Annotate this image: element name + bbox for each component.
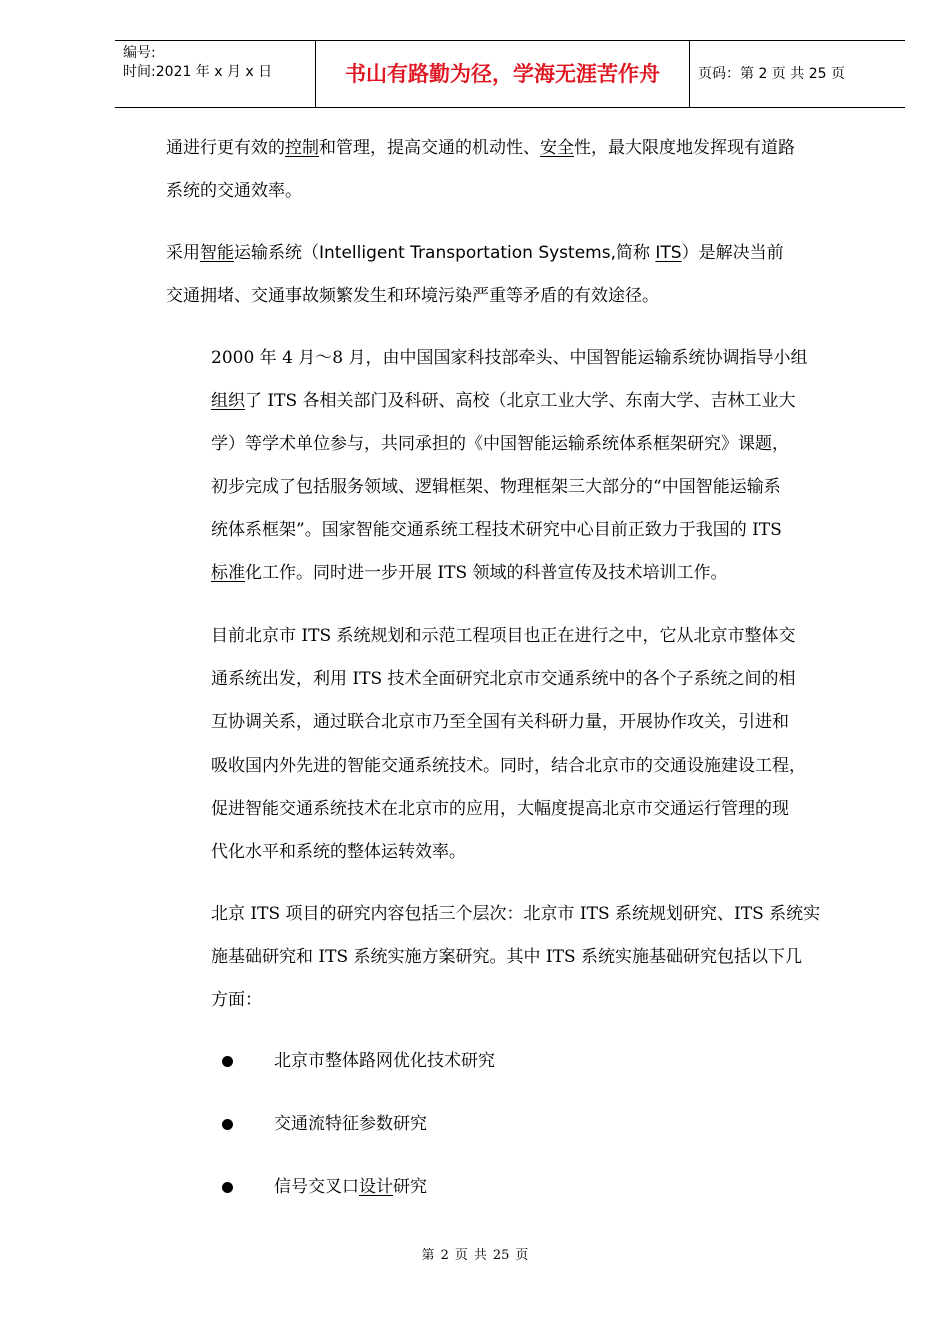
para4-line: 互协调关系，通过联合北京市乃至全国有关科研力量，开展协作攻关，引进和	[211, 712, 789, 732]
link-design[interactable]: 设计	[359, 1177, 393, 1197]
serial-label: 编号:	[123, 45, 156, 61]
footer-page-number: 2	[440, 1248, 449, 1263]
bullet-dot-icon	[222, 1119, 233, 1130]
link-its[interactable]: ITS	[655, 243, 682, 263]
footer-text: 第	[421, 1248, 435, 1263]
para4-line: 吸收国内外先进的智能交通系统技术。同时，结合北京市的交通设施建设工程，	[211, 756, 806, 776]
para5-line: 北京 ITS 项目的研究内容包括三个层次：北京市 ITS 系统规划研究、ITS 系统实	[211, 904, 821, 924]
english-term: Intelligent Transportation Systems,	[319, 243, 616, 263]
footer-text: 共	[473, 1248, 487, 1263]
footer-text: 页	[515, 1248, 529, 1263]
bullet-item-3	[274, 1177, 427, 1198]
text-run: 性，最大限度地发挥现有道路	[574, 138, 795, 158]
header-meta-cell	[115, 41, 316, 107]
link-intelligent[interactable]: 智能	[200, 243, 234, 263]
para3-line5: 统体系框架”。国家智能交通系统工程技术研究中心目前正致力于我国的 ITS	[211, 520, 782, 540]
text-run: 了 ITS 各相关部门及科研、高校（北京工业大学、东南大学、吉林工业大	[245, 391, 796, 411]
para4-line: 目前北京市 ITS 系统规划和示范工程项目也正在进行之中，它从北京市整体交	[211, 626, 796, 646]
footer-total-pages: 25	[492, 1248, 510, 1263]
text-run: ）是解决当前	[681, 243, 784, 263]
header-page-cell	[690, 41, 905, 107]
page-header	[115, 40, 905, 108]
time-line	[123, 63, 272, 81]
para3-line3: 学）等学术单位参与，共同承担的《中国智能运输系统体系框架研究》课题，	[211, 434, 789, 454]
bullet-item-2: 交通流特征参数研究	[274, 1114, 427, 1134]
link-safety[interactable]: 安全	[540, 138, 574, 158]
text-run: 和管理，提高交通的机动性、	[319, 138, 540, 158]
para3-line2	[211, 391, 796, 412]
time-value: 2021 年 x 月 x 日	[155, 64, 273, 80]
header-motto: 书山有路勤为径，学海无涯苦作舟	[345, 61, 660, 86]
para5-line: 施基础研究和 ITS 系统实施方案研究。其中 ITS 系统实施基础研究包括以下几	[211, 947, 803, 967]
page-footer	[0, 1248, 950, 1264]
footer-text: 页	[454, 1248, 468, 1263]
text-run: 通进行更有效的	[166, 138, 285, 158]
bullet-item-1: 北京市整体路网优化技术研究	[274, 1051, 495, 1071]
link-standard[interactable]: 标准	[211, 563, 245, 583]
para4-line: 代化水平和系统的整体运转效率。	[211, 842, 466, 862]
para4-line: 促进智能交通系统技术在北京市的应用，大幅度提高北京市交通运行管理的现	[211, 799, 789, 819]
bullet-dot-icon	[222, 1182, 233, 1193]
header-motto-cell	[316, 41, 690, 107]
para3-line1: 2000 年 4 月～8 月，由中国国家科技部牵头、中国智能运输系统协调指导小组	[211, 348, 808, 368]
text-run: 简称	[616, 243, 656, 263]
text-run: 化工作。同时进一步开展 ITS 领域的科普宣传及技术培训工作。	[245, 563, 728, 583]
para3-line6	[211, 563, 728, 584]
link-control[interactable]: 控制	[285, 138, 319, 158]
bullet-dot-icon	[222, 1056, 233, 1067]
para3-line4: 初步完成了包括服务领域、逻辑框架、物理框架三大部分的“中国智能运输系	[211, 477, 781, 497]
page-label: 页码：	[698, 66, 740, 82]
text-run: 采用	[166, 243, 200, 263]
para5-line: 方面：	[211, 990, 262, 1010]
para1-line1	[166, 138, 795, 159]
text-run: 运输系统（	[234, 243, 319, 263]
link-organize[interactable]: 组织	[211, 391, 245, 411]
page-text: 第 2 页 共 25 页	[740, 66, 845, 82]
text-run: 研究	[393, 1177, 427, 1197]
header-page-number	[698, 65, 845, 83]
text-run: 信号交叉口	[274, 1177, 359, 1197]
para4-line: 通系统出发，利用 ITS 技术全面研究北京市交通系统中的各个子系统之间的相	[211, 669, 796, 689]
para2-line1	[166, 243, 784, 264]
time-label: 时间:	[123, 64, 156, 80]
para1-line2: 系统的交通效率。	[166, 181, 302, 201]
para2-line2: 交通拥堵、交通事故频繁发生和环境污染严重等矛盾的有效途径。	[166, 286, 659, 306]
